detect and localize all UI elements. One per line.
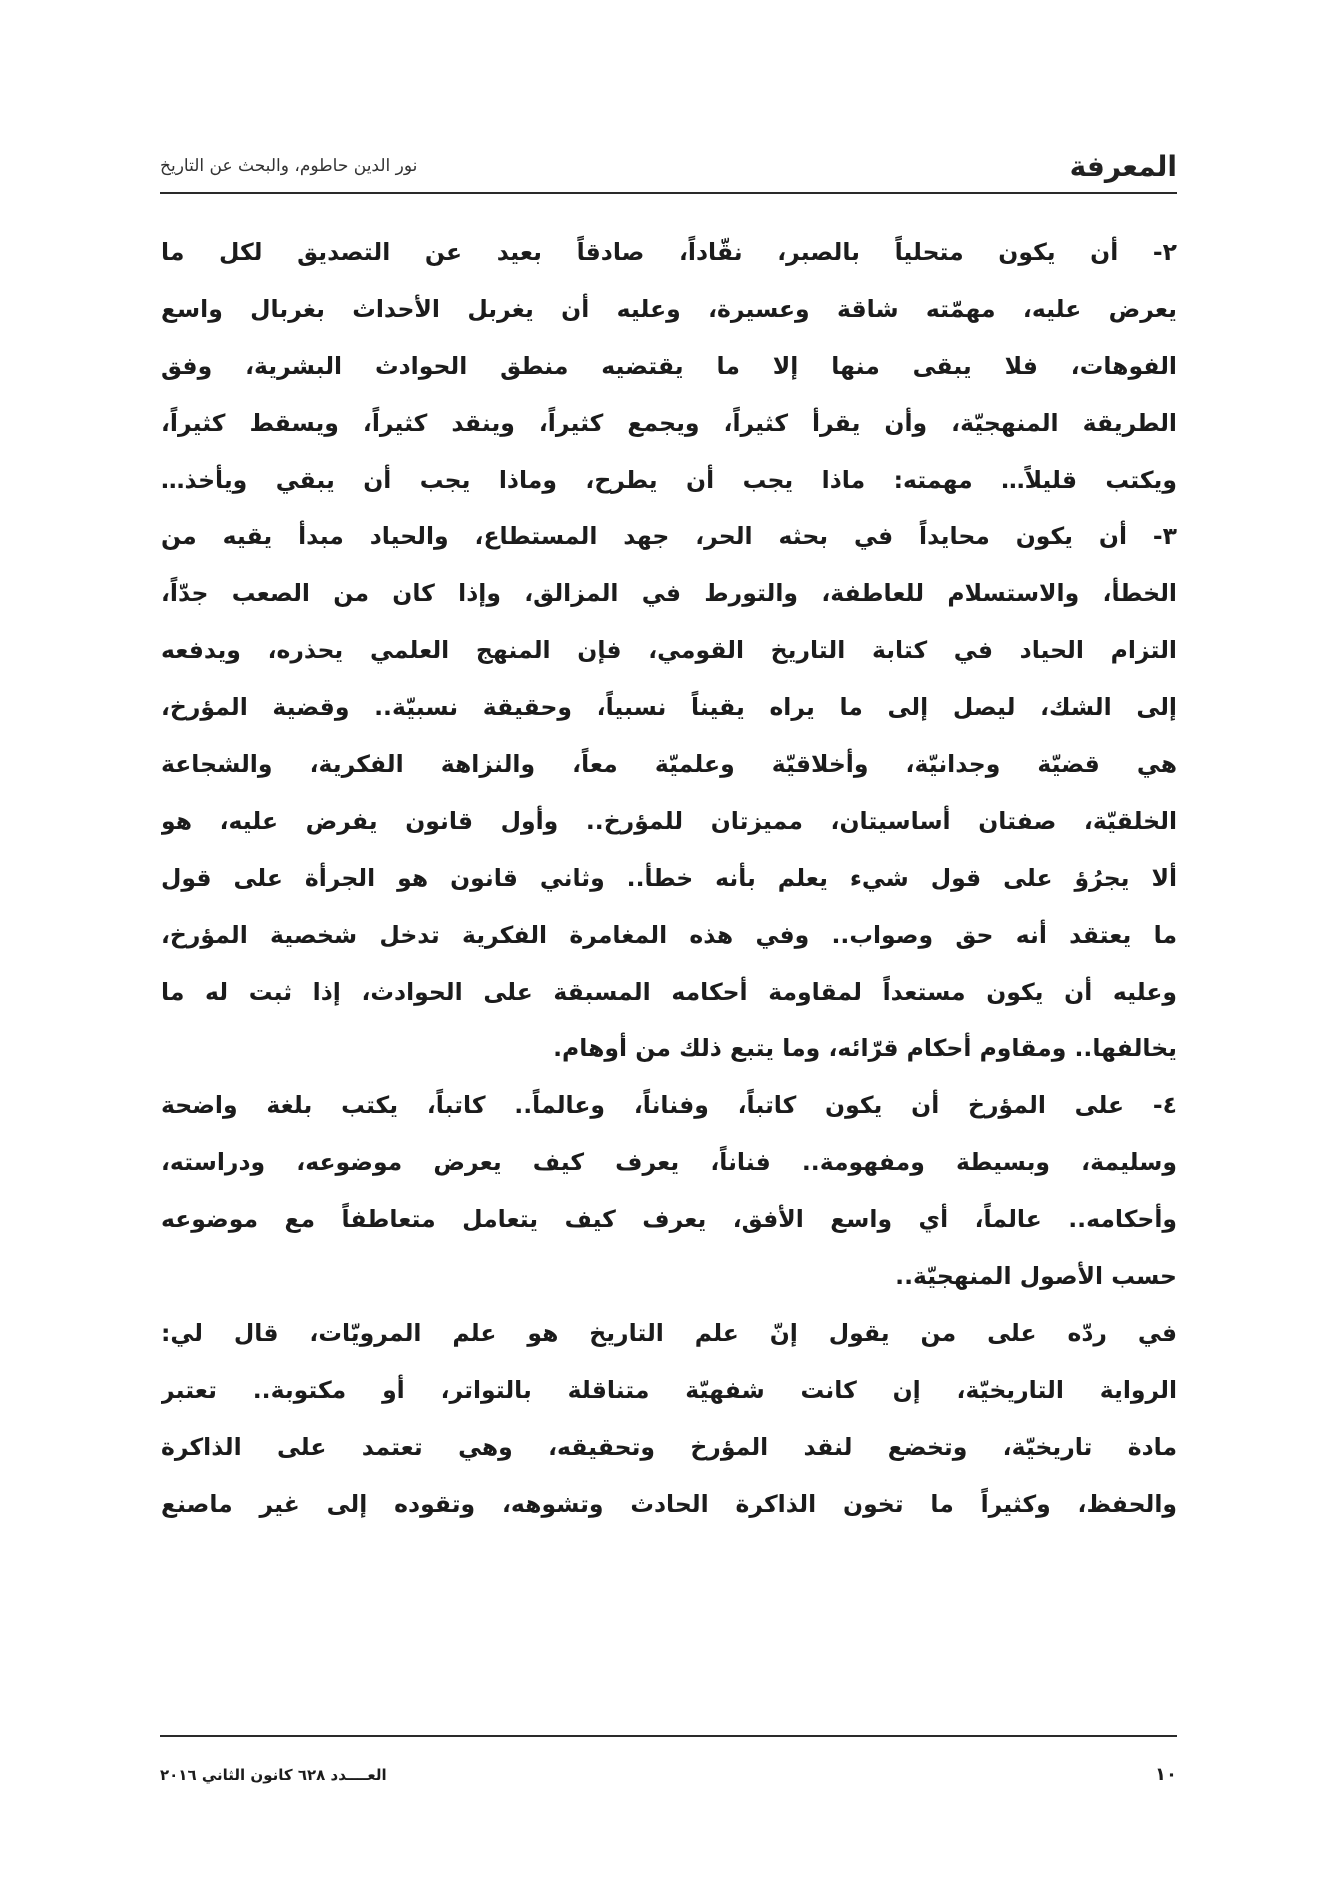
text-line: يعرض عليه، مهمّته شاقة وعسيرة، وعليه أن يغربل الأحداث بغربال واسع (161, 294, 1177, 323)
text-line: في ردّه على من يقول إنّ علم التاريخ هو علم المرويّات، قال لي: (161, 1318, 1177, 1347)
text-line: مادة تاريخيّة، وتخضع لنقد المؤرخ وتحقيقه، وهي تعتمد على الذاكرة (161, 1432, 1177, 1461)
text-line: ويكتب قليلاً… مهمته: ماذا يجب أن يطرح، وماذا يجب أن يبقي ويأخذ… (161, 465, 1177, 494)
text-line: الخلقيّة، صفتان أساسيتان، مميزتان للمؤرخ.. وأول قانون يفرض عليه، هو (161, 806, 1177, 835)
text-line: وأحكامه.. عالماً، أي واسع الأفق، يعرف كيف يتعامل متعاطفاً مع موضوعه (161, 1205, 1177, 1234)
text-line: هي قضيّة وجدانيّة، وأخلاقيّة وعلميّة معاً، والنزاهة الفكرية، والشجاعة (161, 750, 1177, 779)
text-line: وعليه أن يكون مستعداً لمقاومة أحكامه المسبقة على الحوادث، إذا ثبت له ما (161, 977, 1177, 1006)
text-line: إلى الشك، ليصل إلى ما يراه يقيناً نسبياً، وحقيقة نسبيّة.. وقضية المؤرخ، (161, 693, 1177, 722)
text-line: يخالفها.. ومقاوم أحكام قرّائه، وما يتبع ذلك من أوهام. (553, 1034, 1177, 1063)
running-title: نور الدين حاطوم، والبحث عن التاريخ (160, 156, 418, 176)
text-line: الرواية التاريخيّة، إن كانت شفهيّة متناقلة بالتواتر، أو مكتوبة.. تعتبر (161, 1375, 1177, 1404)
text-line: الفوهات، فلا يبقى منها إلا ما يقتضيه منطق الحوادث البشرية، وفق (161, 351, 1177, 380)
text-line: ألا يجرُؤ على قول شيء يعلم بأنه خطأ.. وثاني قانون هو الجرأة على قول (161, 863, 1177, 892)
text-line: حسب الأصول المنهجيّة.. (895, 1262, 1177, 1291)
text-line: التزام الحياد في كتابة التاريخ القومي، فإن المنهج العلمي يحذره، ويدفعه (161, 636, 1177, 665)
text-line: الخطأ، والاستسلام للعاطفة، والتورط في المزالق، وإذا كان من الصعب جدّاً، (161, 579, 1177, 608)
issue-info: العــــدد ٦٢٨ كانون الثاني ٢٠١٦ (160, 1766, 387, 1784)
text-line: ٢- أن يكون متحلياً بالصبر، نقّاداً، صادقاً بعيد عن التصديق لكل ما (161, 238, 1177, 266)
text-line: ٤- على المؤرخ أن يكون كاتباً، وفناناً، وعالماً.. كاتباً، يكتب بلغة واضحة (161, 1091, 1177, 1120)
page-header (160, 148, 1177, 194)
footer-divider (160, 1735, 1177, 1737)
text-line: ما يعتقد أنه حق وصواب.. وفي هذه المغامرة الفكرية تدخل شخصية المؤرخ، (161, 920, 1177, 949)
text-line: والحفظ، وكثيراً ما تخون الذاكرة الحادث وتشوهه، وتقوده إلى غير ماصنع (161, 1489, 1177, 1518)
magazine-logo: المعرفة (1069, 150, 1177, 183)
page-number: ١٠ (1155, 1764, 1177, 1785)
text-line: ٣- أن يكون محايداً في بحثه الحر، جهد المستطاع، والحياد مبدأ يقيه من (161, 522, 1177, 551)
text-line: الطريقة المنهجيّة، وأن يقرأ كثيراً، ويجمع كثيراً، وينقد كثيراً، ويسقط كثيراً، (161, 408, 1177, 437)
text-line: وسليمة، وبسيطة ومفهومة.. فناناً، يعرف كيف يعرض موضوعه، ودراسته، (161, 1148, 1177, 1177)
article-body (161, 224, 1177, 1532)
